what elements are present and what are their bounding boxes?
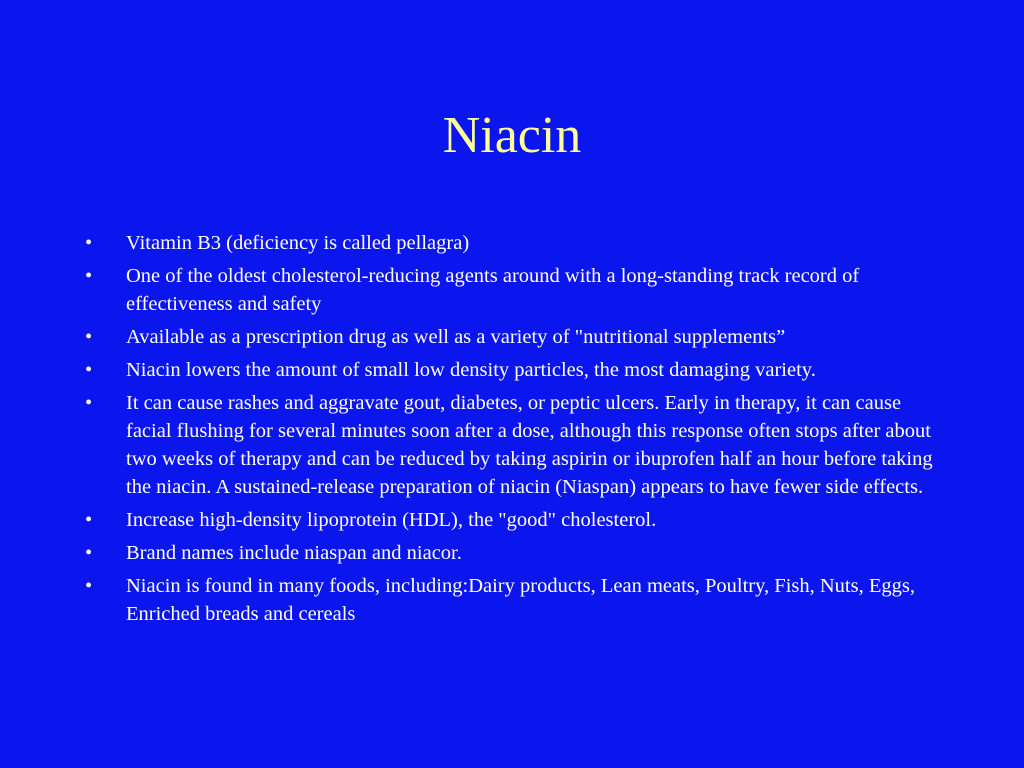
bullet-text: Available as a prescription drug as well as a variety of "nutritional supplements” <box>126 326 786 348</box>
bullet-text: It can cause rashes and aggravate gout, diabetes, or peptic ulcers. Early in therapy, it can cause facial flushing for several minutes soon after a dose, although this response often stops after about two weeks of therapy and can be reduced by taking aspirin or ibuprofen half an hour before taking the niacin. A sustained-release preparation of niacin (Niaspan) appears to have fewer side effects. <box>126 392 933 498</box>
bullet-marker: • <box>85 509 93 531</box>
bullet-text: Niacin is found in many foods, including:Dairy products, Lean meats, Poultry, Fish, Nuts, Eggs, Enriched breads and cereals <box>126 575 915 625</box>
bullet-marker: • <box>85 575 93 597</box>
bullet-marker: • <box>85 392 93 414</box>
bullet-marker: • <box>85 232 93 254</box>
bullet-text: Increase high-density lipoprotein (HDL), the "good" cholesterol. <box>126 509 657 531</box>
bullet-text: Vitamin B3 (deficiency is called pellagra) <box>126 232 470 254</box>
bullet-item <box>85 356 945 384</box>
bullet-item <box>85 323 945 351</box>
bullet-item <box>85 572 945 628</box>
bullet-marker: • <box>85 265 93 287</box>
bullet-item <box>85 506 945 534</box>
bullet-item <box>85 229 945 257</box>
slide-title: Niacin <box>442 107 582 164</box>
bullet-text: One of the oldest cholesterol-reducing agents around with a long-standing track record of effectiveness and safety <box>126 265 860 315</box>
bullet-item <box>85 262 945 318</box>
bullet-item <box>85 389 945 501</box>
bullet-text: Niacin lowers the amount of small low density particles, the most damaging variety. <box>126 359 816 381</box>
bullet-marker: • <box>85 542 93 564</box>
bullet-text: Brand names include niaspan and niacor. <box>126 542 462 564</box>
bullet-item <box>85 539 945 567</box>
bullet-marker: • <box>85 359 93 381</box>
bullet-list <box>85 229 945 633</box>
bullet-marker: • <box>85 326 93 348</box>
